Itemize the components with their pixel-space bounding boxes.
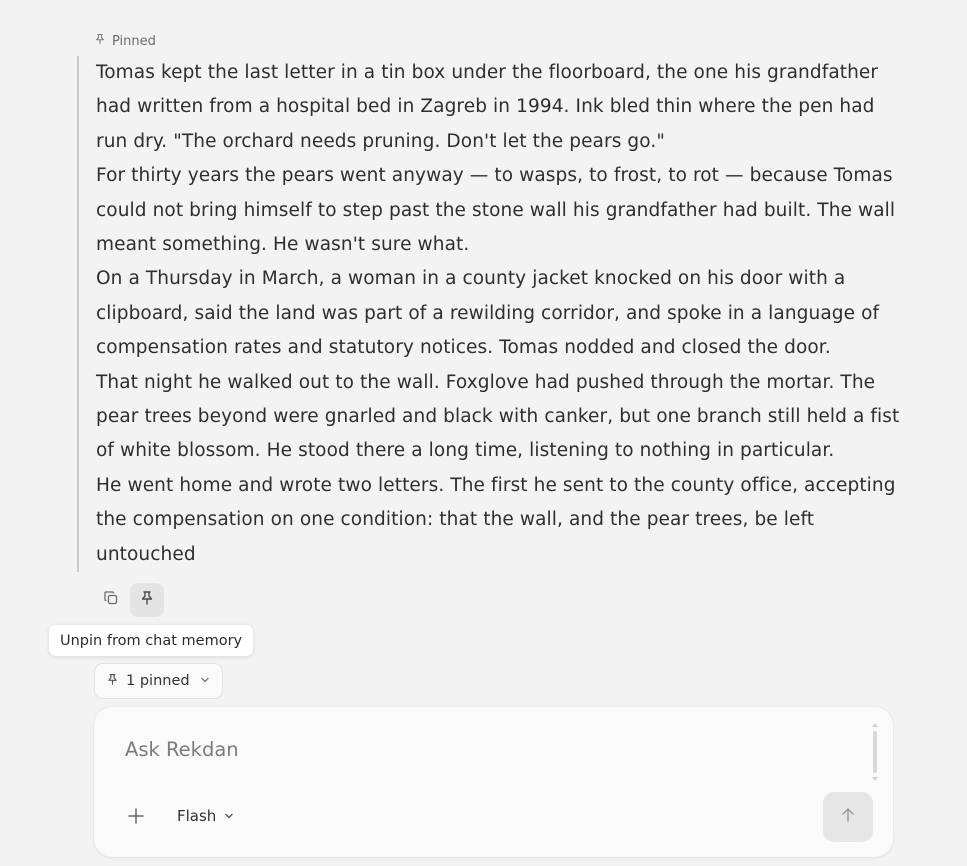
composer-scrollbar[interactable]	[872, 723, 878, 781]
plus-icon	[127, 807, 145, 829]
message-paragraph: That night he walked out to the wall. Foxglove had pushed through the mortar. The pear trees beyond were gnarled and black with canker, but one branch still held a fist of white blossom. He stood there a long time, listening to nothing in particular.	[96, 371, 900, 462]
pinned-count-label: 1 pinned	[126, 673, 190, 689]
pinned-header	[94, 33, 156, 49]
scroll-down-arrow[interactable]	[872, 777, 878, 781]
chat-input[interactable]: Ask Rekdan	[125, 738, 239, 761]
message-paragraph: He went home and wrote two letters. The first he sent to the county office, accepting the compensation on one condition: that the wall, and the pear trees, be left untouched	[96, 474, 896, 565]
model-selector[interactable]	[177, 807, 234, 825]
copy-button[interactable]	[94, 583, 128, 617]
pinned-count-dropdown[interactable]	[94, 663, 223, 699]
scroll-up-arrow[interactable]	[872, 723, 878, 727]
pinned-message	[77, 56, 907, 572]
pin-icon	[139, 590, 155, 610]
chat-composer	[94, 707, 893, 857]
pin-icon	[94, 33, 106, 49]
add-attachment-button[interactable]	[124, 806, 148, 830]
pin-icon	[106, 673, 119, 690]
message-paragraph: Tomas kept the last letter in a tin box under the floorboard, the one his grandfather had written from a hospital bed in Zagreb in 1994. Ink bled thin where the pen had run dry. "The orchard needs pruning. Don't let the pears go."	[96, 62, 879, 152]
chevron-down-icon	[197, 673, 210, 689]
copy-icon	[103, 590, 119, 610]
model-label: Flash	[177, 807, 217, 825]
send-button[interactable]	[823, 792, 873, 842]
chevron-down-icon	[224, 807, 234, 825]
unpin-tooltip: Unpin from chat memory	[49, 625, 253, 656]
message-actions	[94, 583, 164, 617]
scrollbar-thumb[interactable]	[873, 731, 877, 773]
message-paragraph: For thirty years the pears went anyway — to wasps, to frost, to rot — because Tomas could not bring himself to step past the stone wall his grandfather had built. The wall meant something. He wasn't sure what.	[96, 165, 896, 256]
unpin-button[interactable]	[130, 583, 164, 617]
message-paragraph: On a Thursday in March, a woman in a county jacket knocked on his door with a clipboard, said the land was part of a rewilding corridor, and spoke in a language of compensation rates and statutory notices. Tomas nodded and closed the door.	[96, 268, 880, 359]
arrow-up-icon	[840, 807, 856, 827]
pinned-header-label: Pinned	[112, 33, 156, 49]
